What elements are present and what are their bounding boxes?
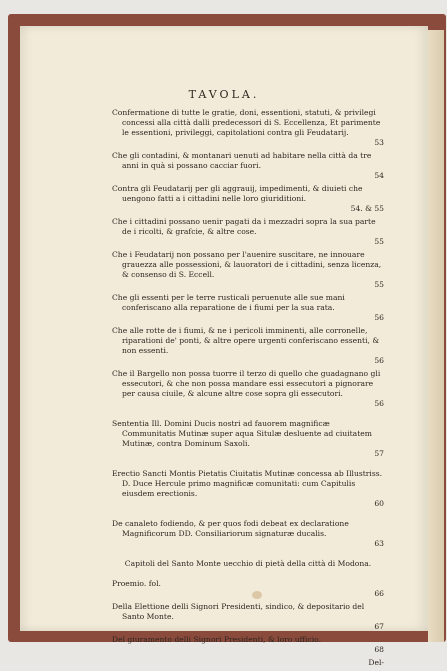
entry-page: 53 <box>374 138 384 147</box>
entry-text: Capitoli del Santo Monte uecchio di pietà della città di Modona. <box>124 559 372 568</box>
index-entry <box>112 519 384 549</box>
entry-text: Della Elettione delli Signori Presidenti, sindico, & depositario del Santo Monte. <box>112 602 365 621</box>
entry-page: 56 <box>374 313 384 322</box>
entry-text: Che alle rotte de i fiumi, & ne i pericoli imminenti, alle corronelle, riparationi de' ponti, & altre opere urgenti conferiscano essenti, & non essenti. <box>112 326 380 355</box>
entry-page: 57 <box>374 449 384 458</box>
index-entry <box>112 151 384 181</box>
entry-page: 54. & 55 <box>350 204 384 213</box>
entry-text: Che gli essenti per le terre rusticali peruenute alle sue mani conferiscano alla reparatione de i fiumi per la sua rata. <box>112 293 345 312</box>
index-entries <box>112 108 384 671</box>
index-entry <box>112 250 384 290</box>
index-entry <box>112 293 384 323</box>
entry-text: Che i Feudatarij non possano per l'auenire suscitare, ne innouare grauezza alle possessioni, & lauoratori de i cittadini, senza licenza, & consenso di S. Eccell. <box>112 250 382 279</box>
index-entry <box>112 635 384 655</box>
index-entry <box>112 419 384 459</box>
entry-text: Erectio Sancti Montis Pietatis Ciuitatis Mutinæ concessa ab Illustriss. D. Duce Hercule primo magnificæ comunitati: cum Capitulis eiusdem erectionis. <box>112 469 383 498</box>
section-heading <box>112 559 384 569</box>
entry-page: 66 <box>374 589 384 598</box>
entry-page: 56 <box>374 399 384 408</box>
index-entry <box>112 326 384 366</box>
entry-text: Che i cittadini possano uenir pagati da i mezzadri sopra la sua parte de i ricolti, & grafcie, & altre cose. <box>112 217 376 236</box>
entry-text: Proemio. fol. <box>112 579 161 588</box>
entry-page: 55 <box>374 237 384 246</box>
entry-text: Sententia Ill. Domini Ducis nostri ad fauorem magnificæ Communitatis Mutinæ super aqua Situlæ desluente ad ciuitatem Mutinæ, contra Dominum Saxoli. <box>112 419 372 448</box>
entry-page: 63 <box>374 539 384 548</box>
entry-page: 54 <box>374 171 384 180</box>
index-entry <box>112 217 384 247</box>
catchword-text: Del- <box>368 658 384 667</box>
entry-page: 56 <box>374 356 384 365</box>
entry-page: 67 <box>374 622 384 631</box>
catchword <box>112 658 384 668</box>
book-page <box>20 26 428 667</box>
entry-page: 68 <box>374 645 384 654</box>
entry-text: Contra gli Feudatarij per gli aggrauij, impedimenti, & diuieti che uengono fatti a i cittadini nelle loro giuriditioni. <box>112 184 363 203</box>
entry-text: Del giuramento delli Signori Presidenti, & loro ufficio. <box>112 635 322 644</box>
entry-page: 55 <box>374 280 384 289</box>
entry-text: Che gli contadini, & montanari uenuti ad habitare nella città da tre anni in quà si possano cacciar fuori. <box>112 151 372 170</box>
index-entry <box>112 602 384 632</box>
index-entry <box>112 579 384 599</box>
index-entry <box>112 184 384 214</box>
index-entry <box>112 469 384 509</box>
index-entry <box>112 369 384 409</box>
index-entry <box>112 108 384 148</box>
page-title: TAVOLA. <box>188 88 260 101</box>
entry-text: Che il Bargello non possa tuorre il terzo di quello che guadagnano gli essecutori, & che non possa mandare essi essecutori a pignorare per causa ciuile, & alcune altre cose sopra gli essecutori. <box>112 369 381 398</box>
paper-stain <box>252 591 262 599</box>
entry-text: Confermatione di tutte le gratie, doni, essentioni, statuti, & privilegi concessi alla città dalli predecessori di S. Eccellenza, Et parimente le essentioni, privileggi, capitolationi contra gli Feudatarij. <box>112 108 381 137</box>
page-edge <box>428 30 444 642</box>
entry-text: De canaleto fodiendo, & per quos fodi debeat ex declaratione Magnificorum DD. Consiliariorum signaturæ ducalis. <box>112 519 349 538</box>
entry-page: 60 <box>374 499 384 508</box>
